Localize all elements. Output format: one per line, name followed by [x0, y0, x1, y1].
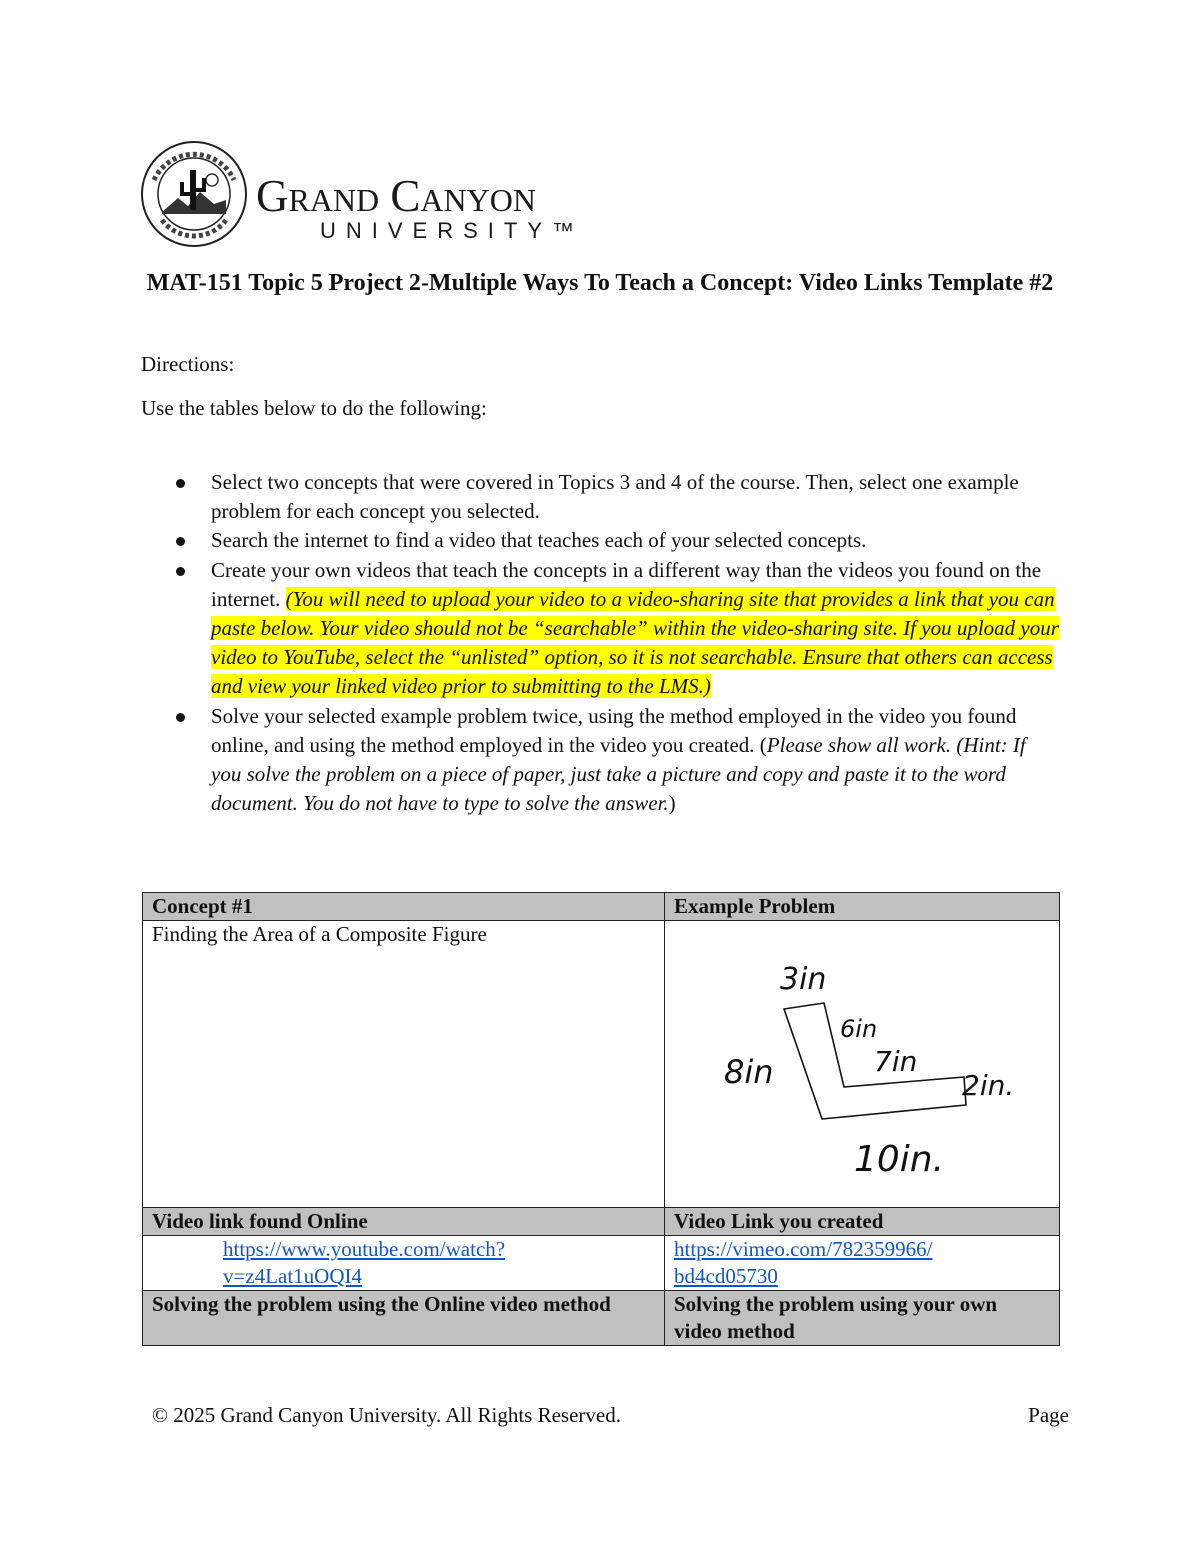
list-item: [141, 526, 1061, 555]
list-item: [141, 702, 1061, 819]
highlighted-note: (You will need to upload your video to a video-sharing site that provides a link that you can paste below. Your video should not be “searchable” within the video-sharing site. If you upload your video to YouTube, select the “unlisted” option, so it is not searchable. Ensure that others can access and view your linked video prior to submitting to the LMS.): [211, 586, 1059, 699]
list-item-text: Create your own videos that teach the concepts in a different way than the videos you found on the internet.: [211, 557, 1042, 611]
solve-own-header: Solving the problem using your own video method: [665, 1291, 1060, 1346]
sketch-label-top: 3in: [780, 962, 827, 997]
online-video-link[interactable]: [223, 1237, 505, 1288]
list-item-tail: ): [668, 791, 676, 816]
concept-table: [142, 892, 1060, 1346]
sketch-label-inner-horizontal: 7in: [874, 1045, 918, 1078]
list-item-text: Search the internet to find a video that teaches each of your selected concepts.: [211, 528, 867, 553]
online-link-cell: [143, 1236, 665, 1291]
example-problem-cell: [665, 921, 1060, 1208]
italic-note: Please show all work. (Hint: If you solve the problem on a piece of paper, just take a picture and copy and paste it to the word document. You do not have to type to solve the answer.: [211, 732, 1026, 816]
page-label: Page: [1028, 1403, 1069, 1427]
university-logo: [140, 140, 620, 250]
concept-value: Finding the Area of a Composite Figure: [143, 921, 665, 1208]
copyright-text: © 2025 Grand Canyon University. All Rights Reserved.: [152, 1403, 621, 1427]
logo-subline: UNIVERSITY™: [320, 218, 585, 243]
list-item: [141, 556, 1061, 702]
list-item: [141, 468, 1061, 526]
created-link-line1: https://vimeo.com/782359966/: [674, 1237, 933, 1261]
document-title: MAT-151 Topic 5 Project 2-Multiple Ways To Teach a Concept: Video Links Template #2: [146, 270, 1054, 296]
sketch-label-inner-vertical: 6in: [840, 1015, 878, 1043]
online-link-line2: v=z4Lat1uOQI4: [223, 1264, 362, 1288]
created-link-line2: bd4cd05730: [674, 1264, 778, 1288]
list-item-text: Solve your selected example problem twice, using the method employed in the video you found online, and using the method employed in the video you created. (: [211, 703, 1017, 757]
created-link-cell: [665, 1236, 1060, 1291]
table-row: [143, 1236, 1060, 1291]
table-row: [143, 1208, 1060, 1236]
online-link-line1: https://www.youtube.com/watch?: [223, 1237, 506, 1261]
logo-wordmark: Grand Canyon: [256, 171, 536, 221]
composite-figure-sketch: [694, 927, 1054, 1197]
page-footer: [152, 1401, 1069, 1429]
sketch-label-left: 8in: [724, 1053, 774, 1091]
online-video-header: Video link found Online: [143, 1208, 665, 1236]
bullet-icon: [176, 567, 185, 576]
university-seal-icon: [140, 140, 248, 248]
list-item-text: Select two concepts that were covered in Topics 3 and 4 of the course. Then, select one example problem for each concept you selected.: [211, 470, 1019, 524]
created-video-header: Video Link you created: [665, 1208, 1060, 1236]
sketch-label-bottom: 10in.: [854, 1139, 945, 1180]
table-row: [143, 1291, 1060, 1346]
bullet-icon: [176, 713, 185, 722]
concept-header: Concept #1: [143, 893, 665, 921]
sketch-label-right: 2in.: [962, 1069, 1015, 1102]
intro-text: Use the tables below to do the following:: [141, 396, 487, 420]
solve-online-header: Solving the problem using the Online video method: [143, 1291, 665, 1346]
bullet-icon: [176, 537, 185, 546]
table-row: [143, 893, 1060, 921]
instructions-list: [141, 468, 1061, 818]
bullet-icon: [176, 479, 185, 488]
created-video-link[interactable]: [674, 1237, 932, 1288]
table-row: [143, 921, 1060, 1208]
directions-label: Directions:: [141, 352, 235, 376]
example-header: Example Problem: [665, 893, 1060, 921]
